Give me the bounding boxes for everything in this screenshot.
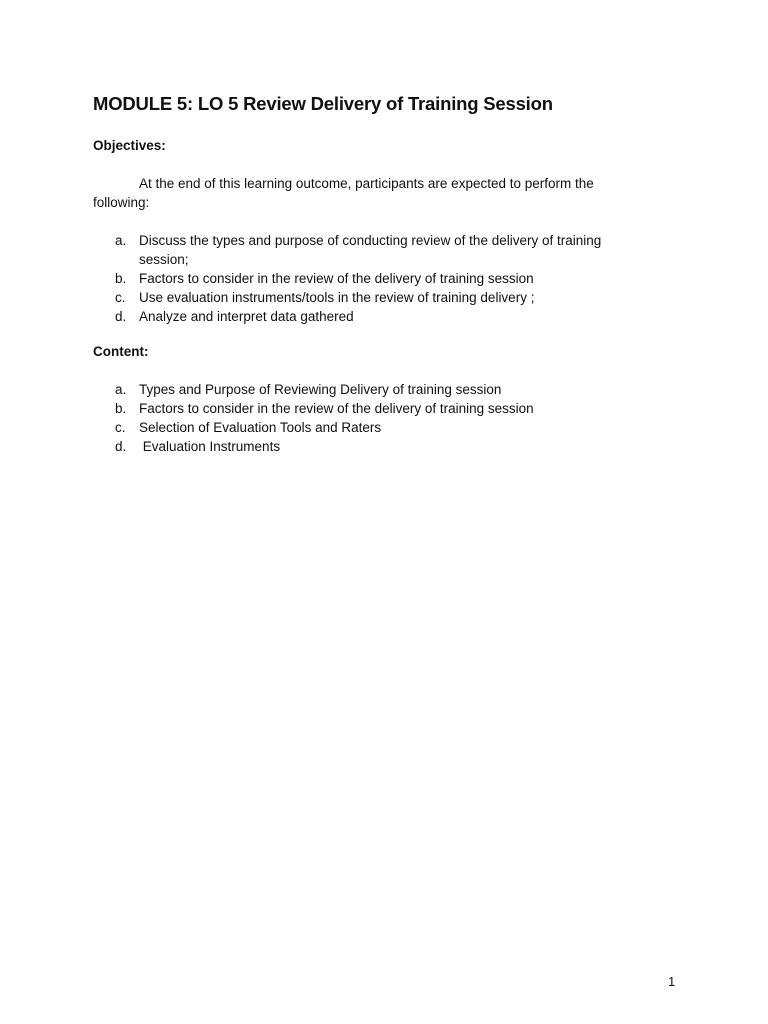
objectives-heading: Objectives:	[93, 138, 166, 153]
list-item	[93, 231, 653, 269]
list-marker: a.	[115, 382, 127, 397]
list-item-text: Evaluation Instruments	[139, 439, 281, 454]
list-item	[93, 418, 653, 437]
content-heading: Content:	[93, 344, 149, 359]
list-marker: c.	[115, 290, 126, 305]
list-marker: b.	[115, 271, 127, 286]
list-item-text: Selection of Evaluation Tools and Raters	[139, 420, 382, 435]
list-marker: a.	[115, 233, 127, 248]
objectives-intro	[93, 174, 653, 212]
list-marker: d.	[115, 309, 127, 324]
content-list	[93, 380, 653, 456]
list-item-text: Factors to consider in the review of the delivery of training session	[139, 271, 534, 286]
list-marker: b.	[115, 401, 127, 416]
objectives-list	[93, 231, 653, 326]
list-item-text: Use evaluation instruments/tools in the review of training delivery ;	[139, 290, 535, 305]
list-item	[93, 437, 653, 456]
list-item	[93, 399, 653, 418]
list-item	[93, 380, 653, 399]
list-item-text: Types and Purpose of Reviewing Delivery of training session	[139, 382, 502, 397]
list-item	[93, 269, 653, 288]
page-number: 1	[668, 974, 676, 989]
list-marker: d.	[115, 439, 127, 454]
list-item	[93, 288, 653, 307]
list-item-text: Analyze and interpret data gathered	[139, 309, 354, 324]
list-item	[93, 307, 653, 326]
page-title: MODULE 5: LO 5 Review Delivery of Training Session	[93, 93, 553, 114]
list-item-text: Discuss the types and purpose of conducting review of the delivery of training session;	[139, 233, 602, 267]
list-item-text: Factors to consider in the review of the delivery of training session	[139, 401, 534, 416]
objectives-intro-text: At the end of this learning outcome, participants are expected to perform the following:	[93, 176, 594, 210]
list-marker: c.	[115, 420, 126, 435]
